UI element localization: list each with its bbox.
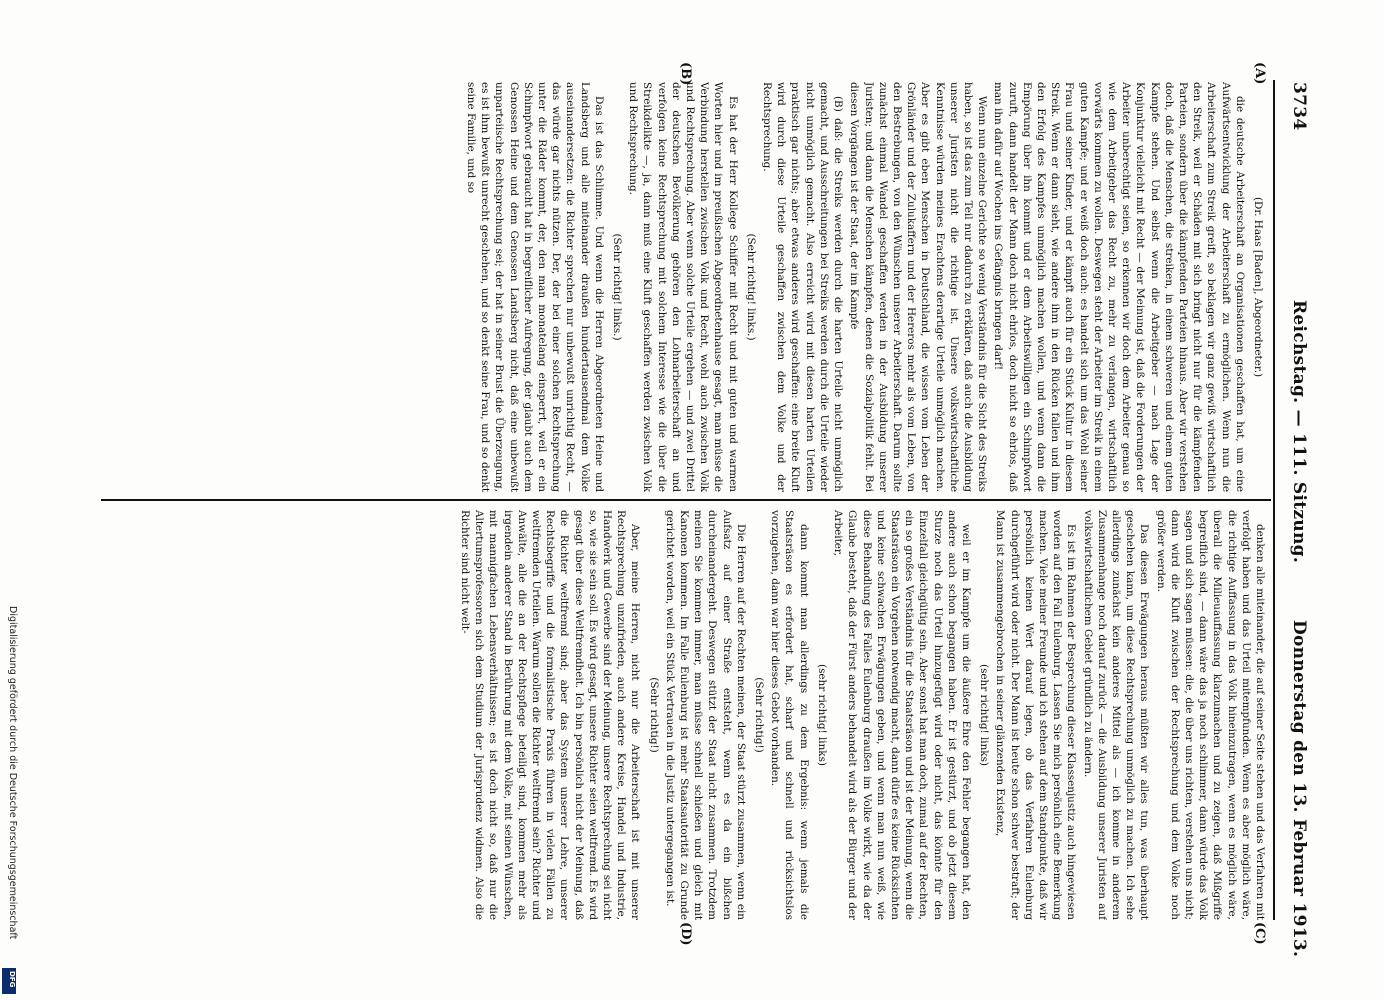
paragraph: denken alle miteinander, die auf seiner Seite stehen und das Verfahren mit verfolgt haben und das Urteil mitempfunden. Wenn es aber möglich wäre, die richtige Auffassung in das Volk hineinzutragen, wenn es möglich wäre, überall die Milieuauffassung klarzumachen und zu zeigen, daß Mißgriffe begreiflich sind, — dann wäre das ja noch schlimmer, dann würde das Volk sagen und sich sagen müssen: die, die über uns richten, verstehen uns nicht; dann wird die Kluft zwischen der Rechtsprechung und dem Volke noch größer werden. [1154,510,1266,920]
applause-note: (Sehr richtig!) [647,677,660,753]
dfg-logo-text: DFG [8,971,16,988]
right-column [102,510,1267,920]
paragraph: Es hat der Herr Kollege Schiffer mit Recht und mit guten und warmen Worten hier und im preußischen Abgeordnetenhause gesagt, man müsse die Verbindung herstellen zwischen Volk und Recht, wohl auch zwischen Volk und Rechtsprechung. Aber wenn solche Urteile ergehen — und zwei Drittel der deutschen Bevölkerung gehören den Lohnarbeiterschaft an und verfolgen keine Rechtsprechung mit solchem Interesse wie die über die Streikdelikte —, ja, dann muß eine Kluft geschaffen werden zwischen Volk und Rechtsprechung. [627,82,739,492]
applause-note: (Sehr richtig! links.) [744,233,757,341]
paragraph: (B) daß: die Streiks werden durch die harten Urteile nicht unmöglich gemacht, und Ausschreitungen bei Streiks werden durch die Urteile wieder nicht unmöglich gemacht. Also erreicht wird mit diesen harten Urteilen praktisch gar nichts; aber etwas anderes wird geschaffen: eine breite Kluft wird durch diese Urteile geschaffen zwischen dem Volke und der Rechtsprechung. [761,82,845,492]
paragraph: Das ist das Schlimme. Und wenn die Herren Abgeordneten Heine und Landsberg und alle miteinander draußen hundertausendmal dem Volke auseinandersetzen: die Richter sprechen nur unbewußt unrichtig Recht, — das würde gar nichts nützen. Der, der bei einer solchen Rechtsprechung unter die Räder kommt, der, den man monatelang einsperrt, weil er ein Schimpfwort gebraucht hat in begreiflicher Aufregung, der glaubt auch dem Genossen Heine und dem Genossen Landsberg nicht, daß eine unbewußt unparteiische Rechtsprechung sei; der hat in seiner Brust die Überzeugung, es ist ihm bewußt unrecht geschehen, und so denkt seine Frau, und so denkt seine Familie, und so [465,82,605,492]
margin-letter-c: (C) [1252,922,1267,945]
applause-note: (sehr richtig! links) [978,664,991,766]
applause-note: (sehr richtig! links) [815,664,828,766]
credit-text: Digitalisierung gefördert durch die Deutsche Forschungsgemeinschaft [7,606,18,940]
paragraph: dann kommt man allerdings zu dem Ergebnis: wenn jemals die Staatsräson es erfordert hat, scharf und schnell und rücksichtslos vorzugehen, dann war hier dieses Gebot vorhanden. [769,510,810,920]
margin-letter-b: (B) [678,62,693,86]
session-date: Donnerstag den 13. Februar 1913. [1289,620,1309,958]
session-title: Reichstag. — 111. Sitzung. [1289,300,1309,564]
applause-note: (Sehr richtig!) [753,677,766,753]
header-rule [1273,80,1275,920]
paragraph: weil er im Kampfe um die äußere Ehre den Fehler begangen hat, den andere auch schon begangen haben. Er ist gestürzt, und ob jetzt diesem Sturze noch das Urteil hinzugefügt wird oder nicht, das könnte für den Einzelfall gleichgültig sein. Aber sonst hat man doch, zumal auf der Rechten, ein so großes Verständnis für die Staatsräson und ist der Meinung, wenn die Staatsräson ein Vorgehen notwendig macht, dann dürfe es keine Rücksichten und keine schwachen Erwägungen geben, und wenn man nun weiß, wie diese Behandlung des Falles Eulenburg draußen im Volke wirkt, wie da der Glaube besteht, daß der Fürst anders behandelt wird als der Bürger und der Arbeiter, [832,510,972,920]
page-number: 3734 [1289,82,1309,131]
digitization-credit [0,0,18,1000]
paragraph: Die Herren auf der Rechten meinen, der Staat stürzt zusammen, wenn ein Aufsatz auf einer Straße entsteht, wenn es da ein bißchen durcheinandergeht. Deswegen stützt der Staat nicht zusammen. Trotzdem meinen Sie kommen immer, man müsse schnell schießen und gleich mit Kanonen kommen. Im Falle Eulenburg ist mehr Staatsautorität zu Grunde gerichtet worden, weil ein Stück Vertrauen in die Justiz untergegangen ist. [663,510,747,920]
column-divider [101,499,1271,501]
margin-letter-d: (D) [678,922,693,946]
paragraph: Das diesen Erwägungen heraus müßten wir alles tun, was überhaupt geschehen kann, um diese Rechtsprechung unmöglich zu machen. Ich sehe allerdings zunächst kein anderes Mittel als — ich komme in anderem Zusammenhange noch darauf zurück — die Ausbildung unserer Juristen auf volkswirtschaftlichem Gebiet gründlich zu ändern. [1081,510,1151,920]
margin-letter-a: (A) [1252,62,1267,85]
speaker-label: (Dr. Haas [Baden], Abgeordneter.) [1252,196,1264,378]
page-header [1281,0,1309,1000]
left-column [102,82,1267,492]
paragraph: die deutsche Arbeiterschaft an Organisationen geschaffen hat, um eine Aufwärtsentwicklung der Arbeiterschaft zu ermöglichen. Wenn nun die Arbeiterschaft zum Streik greift, so beklagen wir ganz gewiß wirtschaftlich den Streik, weil er Schäden mit sich bringt nicht nur für die kämpfenden Parteien, sondern über die kämpfenden Parteien hinaus. Aber wir verstehen doch, daß die Menschen, die streiken, in einem schweren und einem guten Kampfe stehen. Und selbst wenn die Arbeitgeber — nach Lage der Konjunktur vielleicht mit Recht — der Meinung ist, daß die Forderungen der Arbeiter unberechtigt seien, so erkennen wir doch dem Arbeiter genau so wie dem Arbeitgeber das Recht zu, mehr zu verlangen, wirtschaftlich vorwärts kommen zu wollen. Deswegen steht der Arbeiter im Streik in einem guten Kampfe; und er weiß doch auch: es handelt sich um das Wohl seiner Frau und seiner Kinder, und er kämpft auch für ein Stück Kultur in diesem Streik. Wenn er dann sieht, wie andere ihm in den Rücken fallen und ihm den Erfolg des Kampfes unmöglich machen wollen, und wenn dann die Empörung über ihn kommt und er dem Arbeitswilligen ein Schimpfwort zuruft, dann handelt der Mann doch nicht ehrlos, doch nicht so ehrlos, daß man ihn dafür auf Wochen ins Gefängnis bringen darf! [992,82,1246,492]
paragraph: Aber, meine Herren, nicht nur die Arbeiterschaft ist mit unserer Rechtsprechung unzufrieden, auch andere Kreise, Handel und Industrie, Handwerk und Gewerbe sind der Meinung, unsere Rechtsprechung sei nicht so, wie sie sein soll. Es wird gesagt, unsere Richter seien weltfremd. Es wird gesagt über diese Weltfremdheit. Ich bin persönlich nicht der Meinung, daß die Richter weltfremd sind; aber das System unserer Lehre, unserer Rechtsbegriffe und die formalistische Praxis führen in vielen Fällen zu weltfremden Urteilen. Warum sollen die Richter weltfremd sein? Richter und Anwälte, alle die an der Rechtspflege beteiligt sind, kommen mehr als irgendein anderer Stand in Berührung mit dem Volke, mit seinen Wünschen, mit mannigfachen Lebensverhältnissen; es ist doch nicht so, daß nur die Altertumsprofessoren sich dem Studium der Jurisprudenz widmen. Also die Richter sind nicht welt- [459,510,642,920]
paragraph: Wenn nun einzelne Gerichte so wenig Verständnis für die Sicht des Streiks haben, so ist das zum Teil nur dadurch zu erklären, daß auch die Ausbildung unserer Juristen nicht die richtige ist. Unsere volkswirtschaftliche Kenntnisse würden meines Erachtens derartige Urteile unmöglich machen. Aber es gibt eben Menschen in Deutschland, die wissen vom Leben der Grönländer und der Zulukaffern und der Hereros mehr als vom Leben, von den Bestrebungen, von den Wünschen unserer Arbeiterschaft. Darum sollte zunächst einmal Wandel geschaffen werden in der Ausbildung unserer Juristen; und dann die Menschen kämpfen, denen die Sozialpolitik fehlt. Bei diesen Vorgängen ist der Staat, der im Kampfe [848,82,989,492]
dfg-logo [2,968,16,994]
applause-note: (Sehr richtig! links.) [611,233,624,341]
paragraph: Es ist im Rahmen der Besprechung dieser Klassenjustiz auch hingewiesen worden auf den Fall Eulenburg. Lassen Sie mich persönlich eine Bemerkung machen. Viele meiner Freunde und ich stehen auf dem Standpunkte, daß wir persönlich keinen Wert darauf legen, ob das Verfahren Eulenburg durchgeführt wird oder nicht. Der Mann ist heute schon schwer bestraft; der Mann ist zusammengebrochen in seiner glänzenden Existenz, [994,510,1078,920]
